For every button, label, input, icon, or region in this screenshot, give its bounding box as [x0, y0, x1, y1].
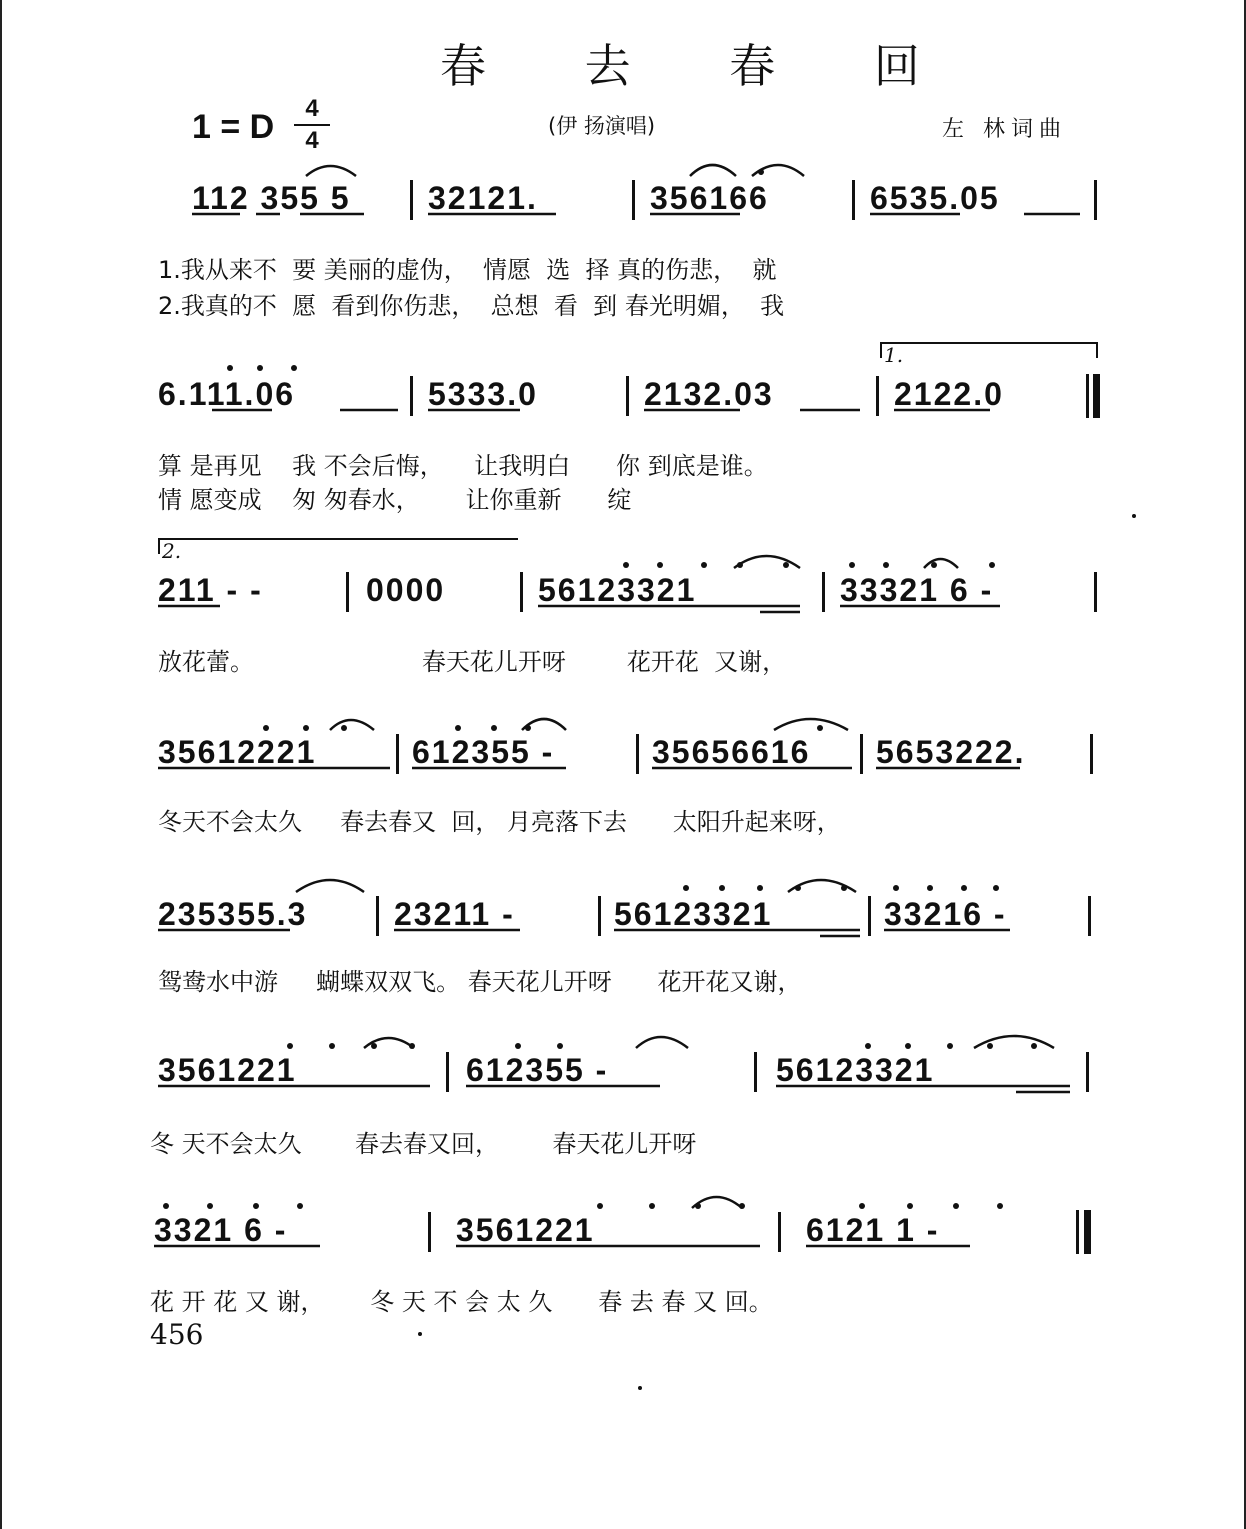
octave-dot: [859, 1203, 865, 1209]
octave-dot: [849, 562, 855, 568]
notes-l2-m3: 2132.03: [644, 376, 774, 412]
octave-dot: [817, 725, 823, 731]
octave-dot: [253, 1203, 259, 1209]
octave-dot: [883, 562, 889, 568]
lyric-line: 算 是再见 我 不会后悔， 让我明白 你 到底是谁。: [158, 452, 768, 480]
meter-bottom: 4: [305, 127, 319, 154]
notes-l4-m3: 35656616: [652, 734, 811, 770]
octave-dot: [291, 365, 297, 371]
octave-dot: [997, 1203, 1003, 1209]
volta-2-label: 2.: [162, 539, 182, 563]
notes-l5-m1: 235355.3: [158, 896, 308, 932]
notes-l3-m1: 211 - -: [158, 572, 263, 608]
singer-credit: (伊 扬演唱): [548, 114, 656, 138]
octave-dot: [905, 1043, 911, 1049]
author-credit: 左 林词曲: [942, 117, 1067, 142]
octave-dot: [341, 725, 347, 731]
octave-dot: [303, 725, 309, 731]
octave-dot: [227, 365, 233, 371]
notes-l2-m2: 5333.0: [428, 376, 538, 412]
octave-dot: [597, 1203, 603, 1209]
octave-dot: [841, 885, 847, 891]
notes-l1-m2: 32121.: [428, 180, 538, 216]
octave-dot: [989, 562, 995, 568]
speck: [418, 1332, 422, 1336]
octave-dot: [657, 562, 663, 568]
speck: [638, 1386, 642, 1390]
octave-dot: [757, 885, 763, 891]
slur-arc: [734, 556, 800, 568]
octave-dot: [649, 1203, 655, 1209]
octave-dot: [409, 1043, 415, 1049]
slur-arc: [330, 720, 374, 730]
octave-dot: [207, 1203, 213, 1209]
octave-dot: [525, 725, 531, 731]
octave-dot: [371, 1043, 377, 1049]
slur-arc: [774, 719, 848, 730]
octave-dot: [758, 169, 764, 175]
notes-l3-m3: 56123321: [538, 572, 697, 608]
speck: [1132, 514, 1136, 518]
notes-l6-m2: 612355 -: [466, 1052, 609, 1088]
octave-dot: [907, 1203, 913, 1209]
lyric-line: 冬天不会太久 春去春又 回， 月亮落下去 太阳升起来呀，: [158, 808, 841, 836]
notes-l4-m1: 35612221: [158, 734, 317, 770]
octave-dot: [297, 1203, 303, 1209]
octave-dot: [865, 1043, 871, 1049]
octave-dot: [455, 725, 461, 731]
octave-dot: [695, 1203, 701, 1209]
octave-dot: [987, 1043, 993, 1049]
song-title: 春 去 春 回: [440, 39, 962, 93]
octave-dot: [683, 885, 689, 891]
octave-dot: [795, 885, 801, 891]
slur-arc: [690, 165, 736, 176]
slur-arc: [306, 166, 356, 176]
notes-l7-m3: 6121 1 -: [806, 1212, 940, 1248]
octave-dot: [783, 562, 789, 568]
key-signature: 1 = D: [192, 108, 275, 146]
lyric-line: 冬 天不会太久 春去春又回， 春天花儿开呀: [150, 1130, 697, 1158]
notes-l5-m3: 56123321: [614, 896, 773, 932]
notes-l5-m2: 23211 -: [394, 896, 515, 932]
octave-dot: [993, 885, 999, 891]
slur-arc: [636, 1037, 688, 1048]
notes-l3-m2: 0000: [366, 572, 446, 608]
octave-dot: [927, 885, 933, 891]
octave-dot: [931, 562, 937, 568]
octave-dot: [953, 1203, 959, 1209]
notes-l1-m1: 112 355 5: [192, 180, 351, 216]
notes-l1-m4: 6535.05: [870, 180, 1000, 216]
notes-l2-m1: 6.111.06: [158, 376, 296, 412]
notes-l7-m2: 3561221: [456, 1212, 595, 1248]
octave-dot: [623, 562, 629, 568]
notes-l6-m1: 3561221: [158, 1052, 297, 1088]
octave-dot: [329, 1043, 335, 1049]
octave-dot: [257, 365, 263, 371]
octave-dot: [557, 1043, 563, 1049]
notes-l4-m2: 612355 -: [412, 734, 555, 770]
notes-l3-m4: 33321 6 -: [840, 572, 994, 608]
lyric-line: 1.我从来不 要 美丽的虚伪， 情愿 选 择 真的伤悲， 就: [158, 256, 777, 284]
octave-dot: [515, 1043, 521, 1049]
octave-dot: [263, 725, 269, 731]
notes-l6-m3: 56123321: [776, 1052, 935, 1088]
octave-dot: [491, 725, 497, 731]
slur-arc: [924, 559, 958, 568]
lyric-line: 花 开 花 又 谢， 冬 天 不 会 太 久 春 去 春 又 回。: [150, 1288, 773, 1316]
octave-dot: [701, 562, 707, 568]
octave-dot: [961, 885, 967, 891]
octave-dot: [947, 1043, 953, 1049]
notes-l2-m4: 2122.0: [894, 376, 1004, 412]
octave-dot: [719, 885, 725, 891]
lyric-line: 情 愿变成 匆 匆春水， 让你重新 绽: [158, 486, 632, 514]
lyric-line: 2.我真的不 愿 看到你伤悲， 总想 看 到 春光明媚， 我: [158, 292, 785, 320]
notes-l7-m1: 3321 6 -: [154, 1212, 288, 1248]
octave-dot: [1031, 1043, 1037, 1049]
volta-1-label: 1.: [884, 343, 904, 367]
notes-l4-m4: 5653222.: [876, 734, 1026, 770]
notes-l1-m3: 356166: [650, 180, 769, 216]
slur-arc: [296, 880, 364, 892]
octave-dot: [287, 1043, 293, 1049]
octave-dot: [739, 1203, 745, 1209]
meter-top: 4: [305, 95, 319, 122]
octave-dot: [163, 1203, 169, 1209]
lyric-line: 鸳鸯水中游 蝴蝶双双飞。 春天花儿开呀 花开花又谢，: [158, 968, 802, 996]
page-number: 456: [150, 1318, 204, 1351]
slur-arc: [974, 1036, 1054, 1048]
notes-l5-m4: 33216 -: [884, 896, 1007, 932]
lyric-line: 放花蕾。 春天花儿开呀 花开花 又谢，: [158, 648, 787, 676]
octave-dot: [893, 885, 899, 891]
octave-dot: [737, 562, 743, 568]
